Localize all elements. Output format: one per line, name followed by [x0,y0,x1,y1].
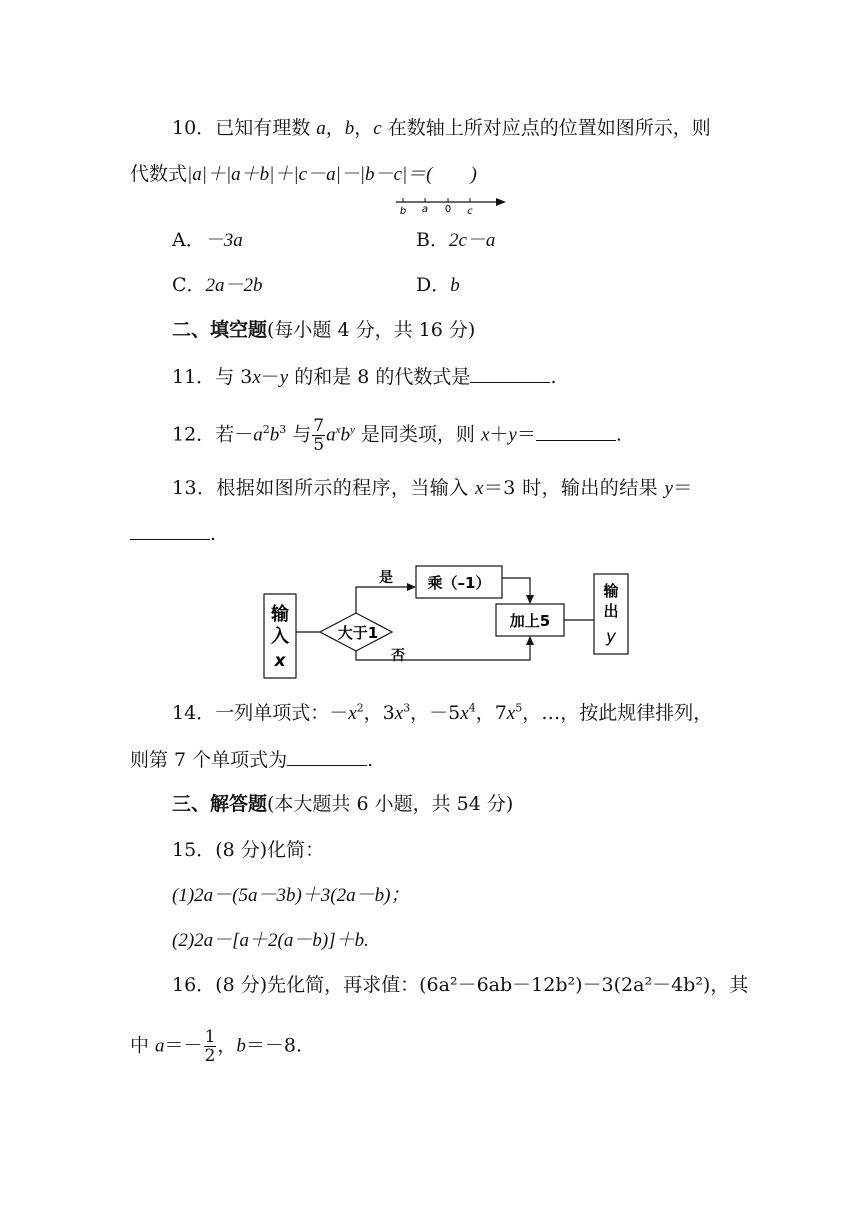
q15-part1: (1)2a－(5a－3b)＋3(2a－b)； [172,885,410,906]
input-label-2: 入 [271,626,289,647]
option-b: B．2c－a [416,229,496,251]
tick-a: a [421,204,429,215]
program-flowchart [258,560,638,684]
answer-blank[interactable] [470,364,550,383]
number-line [390,192,520,220]
tick-0: 0 [444,204,452,215]
q15: 15．(8 分)化简： [172,839,325,861]
fraction: $\frac{7}{5}$ [313,416,325,455]
add-text: 加上5 [509,612,551,630]
tick-b: b [399,206,407,217]
input-var: x [274,651,286,671]
output-label-1: 输 [603,582,619,600]
output-label-2: 出 [603,602,619,620]
q13-line2: . [130,521,216,546]
q10-expression: |a|＋|a＋b|＋|c－a|－|b－c|＝( ) [187,164,477,185]
answer-blank[interactable] [536,422,616,441]
q15-part2: (2)2a－[a＋2(a－b)]＋b. [172,930,369,951]
input-label-1: 输 [271,604,289,625]
no-label: 否 [391,648,405,664]
q10-line2: 代数式|a|＋|a＋b|＋|c－a|－|b－c|＝( ) [130,163,477,185]
q11: 11．与 3x－y 的和是 8 的代数式是 . [172,366,557,388]
answer-blank[interactable] [130,521,210,540]
section2-title: 二、填空题 [172,319,268,341]
output-var: y [605,627,617,647]
tick-c: c [467,206,473,217]
q16-line1: 16．(8 分)先化简，再求值：(6a²－6ab－12b²)－3(2a²－4b²)，其 [172,974,749,996]
q14-line1: 14．一列单项式：$-x^2$，$3x^3$，$-5x^4$，$7x^5$，…，按此规律排列， [172,701,713,724]
q16-line2: 中 a＝－ $\frac{1}{2}$ ，b＝－8. [130,1027,303,1066]
section2-heading: 二、填空题(每小题 4 分，共 16 分) [172,319,476,341]
yes-label: 是 [379,570,393,586]
condition-text: 大于1 [337,624,379,642]
q10-number: 10． [172,117,216,139]
fraction: $\frac{1}{2}$ [204,1027,216,1066]
multiply-text: 乘（–1） [427,574,491,592]
option-a: A．－3a [172,229,243,251]
option-c: C．2a－2b [172,274,263,296]
q13-line1: 13．根据如图所示的程序，当输入 x＝3 时，输出的结果 y＝ [172,477,693,499]
answer-blank[interactable] [287,747,367,766]
option-d: D．b [416,274,460,296]
q14-line2: 则第 7 个单项式为 . [130,749,374,771]
q12: 12．若$-a^2b^3$ 与 $\frac{7}{5}$ $a^xb^y$ 是同类项，则 x＋y＝ . [172,416,622,455]
section3-title: 三、解答题 [172,793,268,815]
section3-heading: 三、解答题(本大题共 6 小题，共 54 分) [172,793,514,815]
q10-line1: 10．已知有理数 a，b，c 在数轴上所对应点的位置如图所示，则 [172,117,711,139]
